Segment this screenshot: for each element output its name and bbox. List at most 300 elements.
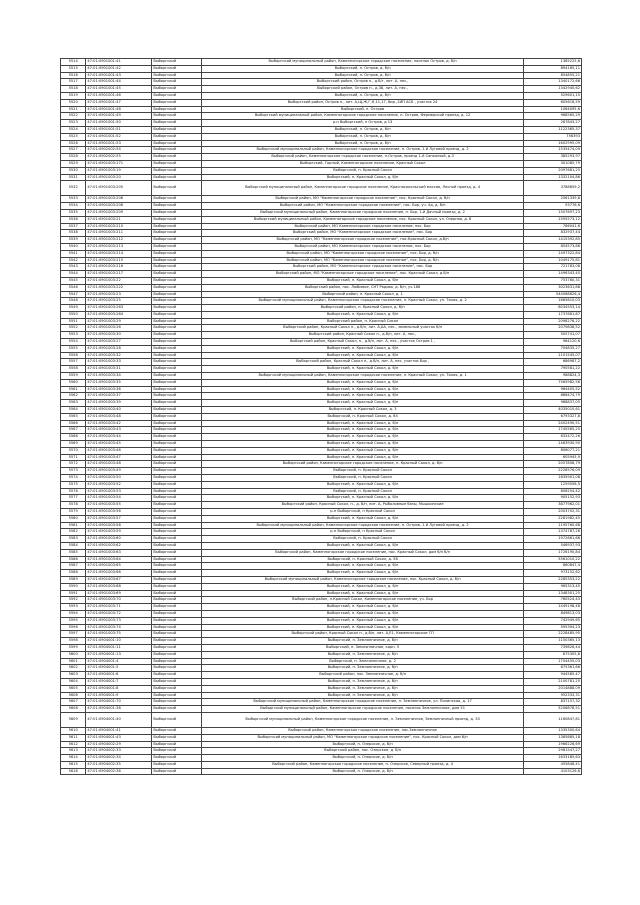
table-row [61,522,582,529]
table-row [61,672,582,679]
cadastral-value-cell: 952333,31 [524,692,582,699]
cadastral-number-cell: 47:01:0904001:7 [86,678,152,685]
cadastral-value-cell: 1415392,85 [524,237,582,244]
cadastral-number-cell: 47:01:0902002:54 [86,147,152,154]
row-number-cell: 5575 [61,481,86,488]
table-row [61,120,582,127]
table-row [61,542,582,549]
cadastral-number-cell: 47:01:0904002:36 [86,768,152,775]
address-cell: Выборгский район, Остров п., лит. А,Щ,Ж,Г,Н,11,17, бир.,1ИП АСБ , участок 24 [202,99,524,106]
cadastral-value-cell: 455848,41 [524,761,582,768]
cadastral-number-cell: 47:01:0901003:42 [86,420,152,427]
address-cell: Выборгский район, Красный Сокол, п., д.б/н, лит. А, пес., участок Остров 1 , [202,339,524,346]
address-cell: Выборгский, п. Красный Сокол, д. б/н [202,604,524,611]
cadastral-value-cell: 632472,26 [524,434,582,441]
cadastral-number-cell: 47:01:0901003:215 [86,257,152,264]
cadastral-value-cell: 595394,23 [524,624,582,631]
address-cell: Выборгский район, Каменногорское городское поселение, п. Озерское, Северный проезд, д. 4 [202,761,524,768]
row-number-cell: 5553 [61,332,86,339]
district-cell: Выборгский [152,216,202,223]
cadastral-number-cell: 47:01:0904001:13 [86,651,152,658]
cadastral-value-cell: 1064095,6 [524,106,582,113]
cadastral-number-cell: 47:01:0901003:48 [86,413,152,420]
cadastral-number-cell: 47:01:0901003:68 [86,583,152,590]
row-number-cell: 5593 [61,604,86,611]
address-cell: Выборгский, п. Красный Сокол, д. б/н [202,515,524,522]
cadastral-number-cell: 47:01:0901003:71 [86,604,152,611]
district-cell: Выборгский [152,468,202,475]
cadastral-number-cell: 47:01:0901003:66 [86,570,152,577]
row-number-cell: 5610 [61,727,86,734]
table-row [61,413,582,420]
district-cell: Выборгский [152,386,202,393]
cadastral-number-cell: 47:01:0904001:4 [86,658,152,665]
row-number-cell: 5609 [61,712,86,727]
cadastral-value-cell: 1535474,09 [524,147,582,154]
cadastral-number-cell: 47:01:0901003:29 [86,318,152,325]
address-cell: Выборгский, п. Остров, д. б/н [202,126,524,133]
district-cell: Выборгский [152,509,202,516]
table-row [61,196,582,203]
cadastral-value-cell: 1049175,81 [524,257,582,264]
cadastral-value-cell: 1332104,86 [524,174,582,181]
address-cell: Выборгский муниципальный район, Каменногорское городское поселение, поселок Землянничное, дом 51 [202,706,524,713]
row-number-cell: 5591 [61,590,86,597]
row-number-cell: 5560 [61,379,86,386]
cadastral-number-cell: 47:01:0901001:49 [86,113,152,120]
cadastral-number-cell: 47:01:0901003:69 [86,590,152,597]
district-cell: Выборгский [152,359,202,366]
cadastral-value-cell: 2079838,52 [524,325,582,332]
address-cell: Выборгский район, пос. Любимое, СНТ Радово, д. б/н, уч.186 [202,284,524,291]
row-number-cell: 5612 [61,741,86,748]
cadastral-value-cell: 766041,6 [524,223,582,230]
district-cell: Выборгский [152,400,202,407]
cadastral-value-cell: 860847,4 [524,563,582,570]
table-row [61,113,582,120]
cadastral-number-cell: 47:01:0904001:43 [86,734,152,741]
row-number-cell: 5588 [61,570,86,577]
address-cell: Выборгский, п. Красный Сокол, д. 64 [202,413,524,420]
cadastral-value-cell: 267843,27 [524,120,582,127]
district-cell: Выборгский [152,461,202,468]
row-number-cell: 5529 [61,160,86,167]
cadastral-value-cell: 2014888,09 [524,685,582,692]
district-cell: Выборгский [152,305,202,312]
address-cell: Выборгский, п. Озерское, д. б/н [202,755,524,762]
table-row [61,92,582,99]
table-row [61,624,582,631]
table-row [61,692,582,699]
district-cell: Выборгский [152,86,202,93]
address-cell: Выборгский, п. Красный Сокол, д. б/н [202,386,524,393]
cadastral-value-cell: 301085,79 [524,160,582,167]
cadastral-value-cell: 605945,9 [524,454,582,461]
cadastral-value-cell: 806077,21 [524,447,582,454]
row-number-cell: 5574 [61,475,86,482]
cadastral-value-cell: 546937,93 [524,542,582,549]
table-row [61,727,582,734]
cadastral-value-cell: 4035010,61 [524,407,582,414]
cadastral-number-cell: 47:01:0901003:37 [86,393,152,400]
row-number-cell: 5605 [61,685,86,692]
cadastral-value-cell: 965313,45 [524,583,582,590]
district-cell: Выборгский [152,610,202,617]
row-number-cell: 5538 [61,230,86,237]
table-row [61,748,582,755]
row-number-cell: 5523 [61,120,86,127]
district-cell: Выборгский [152,311,202,318]
table-row [61,583,582,590]
row-number-cell: 5598 [61,638,86,645]
district-cell: Выборгский [152,768,202,775]
district-cell: Выборгский [152,604,202,611]
address-cell: Выборгский, п. Красный Сокол, д. б/н [202,590,524,597]
row-number-cell: 5611 [61,734,86,741]
address-cell: Выборгский, п. Красный Сокол, д. б/н [202,583,524,590]
table-row [61,407,582,414]
table-row [61,515,582,522]
table-row [61,379,582,386]
cadastral-number-cell: 47:01:0901003:70 [86,597,152,604]
district-cell: Выборгский [152,741,202,748]
table-row [61,264,582,271]
row-number-cell: 5534 [61,203,86,210]
cadastral-value-table [60,58,582,775]
table-row [61,250,582,257]
cadastral-value-cell: 544068826,4 [524,291,582,298]
cadastral-number-cell: 47:01:0901003:43 [86,427,152,434]
cadastral-number-cell: 47:01:0901001:53 [86,140,152,147]
cadastral-number-cell: 47:01:0904002:33 [86,748,152,755]
address-cell: Выборгский, п. Красный Сокол, д. б/н [202,624,524,631]
table-row [61,203,582,210]
cadastral-value-cell: 606254,42 [524,488,582,495]
district-cell: Выборгский [152,481,202,488]
cadastral-number-cell: 47:01:0901003:211 [86,230,152,237]
cadastral-value-cell: 1665810,03 [524,298,582,305]
table-row [61,454,582,461]
table-row [61,576,582,583]
cadastral-number-cell: 47:01:0901003:49 [86,468,152,475]
table-row [61,400,582,407]
district-cell: Выборгский [152,515,202,522]
table-row [61,271,582,278]
address-cell: Выборгский, п. Красный Сокол, д. б/н [202,420,524,427]
row-number-cell: 5514 [61,59,86,66]
cadastral-number-cell: 47:01:0901003:31 [86,366,152,373]
cadastral-number-cell: 47:01:0904001:6 [86,672,152,679]
cadastral-number-cell: 47:01:0901001:45 [86,86,152,93]
district-cell: Выборгский [152,339,202,346]
cadastral-number-cell: 47:01:0901003:74 [86,624,152,631]
cadastral-value-cell: 605616,59 [524,99,582,106]
cadastral-number-cell: 47:01:0901003:206 [86,196,152,203]
row-number-cell: 5614 [61,755,86,762]
table-row [61,651,582,658]
address-cell: Выборгский, п. Красный Сокол, д. б/н [202,542,524,549]
cadastral-number-cell: 47:01:0901001:43 [86,72,152,79]
cadastral-value-cell: 742949,65 [524,617,582,624]
address-cell: Выборгский, п. Остров, д. б/н [202,72,524,79]
cadastral-value-cell: 2981547,27 [524,748,582,755]
address-cell: Выборгский, Горный, Каменногорское поселение, Красный Сокол [202,160,524,167]
cadastral-number-cell: 47:01:0904001:8 [86,685,152,692]
row-number-cell: 5549 [61,305,86,312]
row-number-cell: 5548 [61,298,86,305]
table-row [61,658,582,665]
district-cell: Выборгский [152,257,202,264]
table-row [61,563,582,570]
row-number-cell: 5596 [61,624,86,631]
address-cell: Выборгский, п. Красный Сокол, д. б/н [202,311,524,318]
table-row [61,434,582,441]
table-row [61,167,582,174]
address-cell: Выборгский, п. Красный Сокол, д. б/н [202,441,524,448]
district-cell: Выборгский [152,413,202,420]
table-row [61,755,582,762]
district-cell: Выборгский [152,617,202,624]
table-row [61,761,582,768]
address-cell: Выборгский, п. Остров, д. б/н [202,92,524,99]
cadastral-value-cell: 790581,22 [524,366,582,373]
cadastral-number-cell: 47:01:0901003:33 [86,359,152,366]
cadastral-value-cell: 2228485,95 [524,631,582,638]
row-number-cell: 5540 [61,243,86,250]
cadastral-value-cell: 8034553,14 [524,305,582,312]
table-row [61,284,582,291]
row-number-cell: 5536 [61,216,86,223]
district-cell: Выборгский [152,454,202,461]
district-cell: Выборгский [152,237,202,244]
district-cell: Выборгский [152,373,202,380]
row-number-cell: 5561 [61,386,86,393]
address-cell: Выборгский муниципальный район, Каменногорское городское поселение, п. Остров, Фермерский проезд, д. 12 [202,113,524,120]
row-number-cell: 5519 [61,92,86,99]
address-cell: Выборгский район, Красный Сокол п., д.б/н, лит. А,Е1, Каменногорское ГП [202,631,524,638]
cadastral-number-cell: 47:01:0901003:28 [86,345,152,352]
cadastral-number-cell: 47:01:0901003:65 [86,563,152,570]
address-cell: Выборгский район, МО "Каменногорское городское поселение", пос. Бор [202,230,524,237]
cadastral-number-cell: 47:01:0904001:40 [86,712,152,727]
row-number-cell: 5592 [61,597,86,604]
cadastral-number-cell: 47:01:0901001:51 [86,126,152,133]
cadastral-value-cell: 1101545,07 [524,352,582,359]
address-cell: Выборгский район, МО Каменногорское городское поселение, пос. Бор [202,243,524,250]
address-cell: Выборгский, п. Красный Сокол, д. б/н [202,352,524,359]
row-number-cell: 5551 [61,318,86,325]
district-cell: Выборгский [152,196,202,203]
address-cell: Выборгский район, Каменногорское городское поселение, пос.Землянничное [202,727,524,734]
cadastral-number-cell: 47:01:0901003:57 [86,515,152,522]
cadastral-value-cell: 1726190,84 [524,549,582,556]
table-row [61,174,582,181]
row-number-cell: 5555 [61,345,86,352]
row-number-cell: 5528 [61,154,86,161]
address-cell: р-н Выборгский, п Остров, д 13 [202,120,524,127]
cadastral-number-cell: 47:01:0901003:56 [86,509,152,516]
cadastral-number-cell: 47:01:0901001:47 [86,99,152,106]
row-number-cell: 5531 [61,174,86,181]
cadastral-value-cell: 2402490,51 [524,420,582,427]
row-number-cell: 5579 [61,509,86,516]
cadastral-value-cell: 1385225,8 [524,59,582,66]
cadastral-number-cell: 47:01:0901003:40 [86,407,152,414]
cadastral-value-cell: 505741,07 [524,332,582,339]
row-number-cell: 5541 [61,250,86,257]
cadastral-number-cell: 47:01:0901003:44 [86,434,152,441]
cadastral-value-cell: 3788859,2 [524,181,582,196]
address-cell: Выборгский, п. Красный Сокол [202,536,524,543]
address-cell: Выборгский, п. Красный Сокол, д. б/н [202,393,524,400]
address-cell: Выборгский район, МО "Каменногорское городское поселение", пос. Бор [202,264,524,271]
cadastral-number-cell: 47:01:0901001:50 [86,120,152,127]
row-number-cell: 5522 [61,113,86,120]
row-number-cell: 5552 [61,325,86,332]
address-cell: Выборгский район, пос. Землянничное, д. б/н [202,672,524,679]
table-row [61,610,582,617]
district-cell: Выборгский [152,59,202,66]
district-cell: Выборгский [152,692,202,699]
district-cell: Выборгский [152,318,202,325]
district-cell: Выборгский [152,223,202,230]
district-cell: Выборгский [152,706,202,713]
cadastral-number-cell: 47:01:0901003:58 [86,522,152,529]
table-row [61,734,582,741]
row-number-cell: 5567 [61,427,86,434]
row-number-cell: 5550 [61,311,86,318]
address-cell: Выборгский, п. Красный Сокол, д. 58 [202,556,524,563]
cadastral-number-cell: 47:01:0901003:264 [86,311,152,318]
cadastral-value-cell: 2100781,25 [524,678,582,685]
district-cell: Выборгский [152,366,202,373]
row-number-cell: 5601 [61,658,86,665]
cadastral-value-cell: 1150365,13 [524,638,582,645]
address-cell: Выборгский муниципальный район, Каменногорское городское поселение, пос. Красный Сокол, д. б/н [202,576,524,583]
table-row [61,345,582,352]
row-number-cell: 5616 [61,768,86,775]
address-cell: Выборгский муниципальный район, Каменногорское городское поселение, п. Красный Сокол, ул. Тихая, д. 1 [202,373,524,380]
cadastral-number-cell: 47:01:0901003:210 [86,223,152,230]
table-row [61,427,582,434]
address-cell: Выборгский район, Красный Сокол п., д.б/н, лит. А, пес, участок Бор , [202,359,524,366]
address-cell: Выборгский, п. Землянничное, д. 2 [202,658,524,665]
district-cell: Выборгский [152,542,202,549]
table-row [61,644,582,651]
address-cell: Выборгский район, МО "Каменногорское городское поселение", пос. Красный Сокол, д.б/н [202,271,524,278]
address-cell: Выборгский, п. Красный Сокол, д. б/н [202,481,524,488]
cadastral-value-cell: 875305,8 [524,651,582,658]
district-cell: Выборгский [152,264,202,271]
table-row [61,488,582,495]
district-cell: Выборгский [152,597,202,604]
address-cell: Выборгский район, Каменногорское городское поселение, пос. Красный Сокол, дом б/н б/н [202,549,524,556]
address-cell: Выборгский, п. Красный Сокол, д. б/н [202,454,524,461]
row-number-cell: 5594 [61,610,86,617]
cadastral-value-cell: 686987,2 [524,359,582,366]
cadastral-value-cell: 944585,47 [524,672,582,679]
cadastral-value-cell: 1972661,66 [524,536,582,543]
table-row [61,529,582,536]
district-cell: Выборгский [152,583,202,590]
address-cell: Выборгский муниципальный район, Каменногорское городское поселение, п. Остров, 1-й Луговой проезд, д. 2 [202,147,524,154]
row-number-cell: 5559 [61,373,86,380]
table-row [61,230,582,237]
cadastral-number-cell: 47:01:0901003:213 [86,243,152,250]
address-cell: Выборгский район, МО Каменногорское городское поселение, пос. Бор [202,223,524,230]
row-number-cell: 5518 [61,86,86,93]
table-row [61,181,582,196]
cadastral-value-cell: 385293,97 [524,154,582,161]
address-cell: Выборгский, п. Землянничное, д. б/н [202,685,524,692]
cadastral-value-cell: 675361,66 [524,665,582,672]
table-row [61,126,582,133]
table-row [61,706,582,713]
cadastral-number-cell: 47:01:0901003:62 [86,542,152,549]
cadastral-value-cell: 1385885,18 [524,734,582,741]
address-cell: Выборгский район, МО "Каменногорское городское поселение", пос. Бор, д. б/н [202,257,524,264]
cadastral-number-cell: 47:01:0901001:44 [86,79,152,86]
cadastral-value-cell: 721783,08 [524,264,582,271]
cadastral-number-cell: 47:01:0904002:29 [86,741,152,748]
row-number-cell: 5524 [61,126,86,133]
cadastral-number-cell: 47:01:0901003:35 [86,379,152,386]
address-cell: Выборгский муниципальный район, Каменногорское городское поселение, поселок Остров, д. б/н [202,59,524,66]
row-number-cell: 5533 [61,196,86,203]
cadastral-value-cell: 1160847,81 [524,712,582,727]
row-number-cell: 5576 [61,488,86,495]
cadastral-number-cell: 47:01:0901003:22 [86,277,152,284]
cadastral-number-cell: 47:01:0901003:54 [86,495,152,502]
address-cell: Выборгский, п. Красный Сокол, д. б/н [202,379,524,386]
table-row [61,468,582,475]
address-cell: Выборгский муниципальный район, Каменногорское городское поселение, пос. Красный Сокол, ул. Озерная, д. 8 [202,216,524,223]
cadastral-number-cell: 47:01:0901003:222 [86,284,152,291]
district-cell: Выборгский [152,379,202,386]
address-cell: Выборгский, п. Красный Сокол, д. б/н [202,345,524,352]
cadastral-value-cell: 1342940,62 [524,86,582,93]
address-cell: Выборгский район, Красный Сокол п., д.б/н, лит. А,АА, пес., земельный участок б/н [202,325,524,332]
table-row [61,393,582,400]
table-row [61,495,582,502]
district-cell: Выборгский [152,563,202,570]
district-cell: Выборгский [152,147,202,154]
address-cell: Выборгский район, МО "Каменногорское городское поселение", пос. Бор, д. б/н [202,250,524,257]
row-number-cell: 5606 [61,692,86,699]
district-cell: Выборгский [152,271,202,278]
cadastral-value-cell: 1602995,09 [524,140,582,147]
cadastral-value-cell: 739826,44 [524,644,582,651]
row-number-cell: 5539 [61,237,86,244]
address-cell: Выборгский, п. Красный Сокол, д. б/н [202,447,524,454]
address-cell: Выборгский район, п. Красный Сокол, д. 1 [202,291,524,298]
address-cell: Выборгский район, МО "Каменногорское городское поселение", пос. Бор, уч. 4д, д. б/н [202,203,524,210]
cadastral-number-cell: 47:01:0904001:11 [86,644,152,651]
cadastral-value-cell: 529601,15 [524,92,582,99]
row-number-cell: 5547 [61,291,86,298]
row-number-cell: 5582 [61,529,86,536]
cadastral-number-cell: 47:01:0904001:70 [86,699,152,706]
address-cell: Выборгский, п. Красный Сокол, д. б/н [202,174,524,181]
row-number-cell: 5558 [61,366,86,373]
district-cell: Выборгский [152,434,202,441]
table-row [61,678,582,685]
table-row [61,481,582,488]
district-cell: Выборгский [152,665,202,672]
address-cell: Выборгский муниципальный район, Каменногорское городское поселение, Красносокольский массив, Лесной проезд, д. 4 [202,181,524,196]
cadastral-value-cell: 1340172,66 [524,79,582,86]
district-cell: Выборгский [152,209,202,216]
